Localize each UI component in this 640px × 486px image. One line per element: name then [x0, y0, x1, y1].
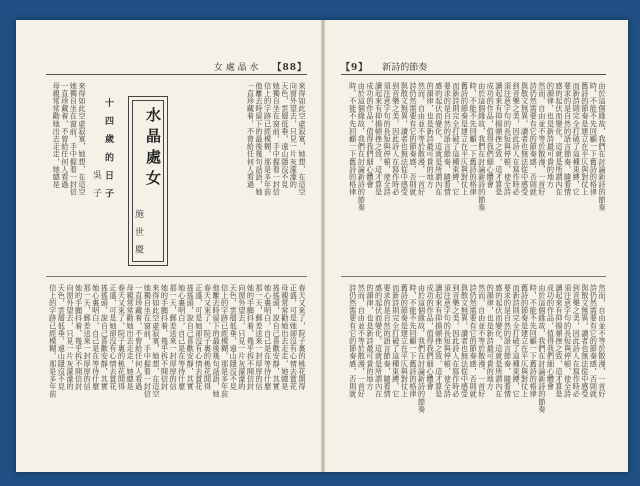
text-column: 搖搖頭，說自己喜歡安靜，其實 [272, 284, 282, 391]
text-column: 搖搖頭，說自己喜歡安靜，其實 [100, 284, 110, 391]
poem-line: 來得如此空虛寂寞，她想，在這空 [78, 82, 87, 196]
text-column: 由於這個緣故，我們在討論新詩的節奏 [477, 82, 487, 212]
text-column: 信上的字跡已經模糊，那是多年前 [48, 284, 58, 398]
text-column: 詩仍然需要有它的節奏感，否則就 [589, 284, 599, 398]
magazine-spread [16, 20, 628, 472]
text-column: 讀起來有抑揚頓挫之致，這才算是 [434, 284, 444, 398]
text-column: 要求的是自然的語言節奏，隨着情 [563, 82, 573, 196]
text-column: 春天又來了，院子裏的桃花開得 [298, 284, 307, 391]
text-column: 正盛，可是她卻沒有心情去賞花 [194, 284, 204, 391]
text-column: 母親常常勸她出去走走，她總是 [280, 284, 290, 391]
text-column: 舊詩的節奏是建立在平仄與對仗上 [460, 82, 470, 196]
text-column: 向窗外望去，只見一片灰濛濛的 [289, 82, 299, 189]
text-column: 要求的是自然的語言節奏，隨着情 [383, 284, 393, 398]
text-column: 成功的作品，值得我們細心體會 [546, 284, 556, 391]
text-column: 而新詩則完全打破了這種束縛，它 [451, 82, 461, 196]
text-column: 來得如此空虛寂寞，她想，在這空 [151, 284, 161, 398]
text-column: 的韻律，也是新詩最可貴的地方 [486, 284, 496, 391]
text-column: 到音樂之美，因此詩人在寫作時必 [512, 82, 522, 196]
text-column: 詩仍然需要有它的節奏感，否則就 [529, 82, 539, 196]
text-column: 到音樂之美，因此詩人在寫作時必 [572, 284, 582, 398]
text-column: 天色，雲層低垂，遠山隱沒不見 [57, 284, 67, 391]
left-page [16, 20, 321, 472]
right-bottom-text-block [341, 284, 606, 462]
text-column: 她的手顫抖着，幾乎拆不開信封 [74, 284, 84, 391]
text-column: 感的起伏而變化，這就是所謂內在 [555, 82, 565, 196]
right-page-header [341, 58, 606, 75]
text-column: 時，不能不先回顧一下舊詩的格律 [589, 82, 599, 196]
text-column: 與散文無異，讀者也無法從中感受 [460, 284, 470, 398]
text-column: 到音樂之美，因此詩人在寫作時必 [451, 284, 461, 398]
text-column: 時，不能不先回顧一下舊詩的格律 [408, 284, 418, 398]
text-column: 舊詩的節奏是建立在平仄與對仗上 [580, 82, 590, 196]
text-column: 正盛，可是她卻沒有心情去賞花 [108, 284, 118, 391]
text-column: 她心裏明白，自己是在等待什麼 [177, 284, 187, 391]
text-column: 那一天，郵差送來一封厚厚的信 [83, 284, 93, 391]
text-column: 搖搖頭，說自己喜歡安靜，其實 [186, 284, 196, 391]
left-top-text-block [176, 82, 306, 268]
story-author: 施 世 慶 [133, 209, 143, 257]
left-header-title: 女 處 晶 水 [213, 62, 259, 73]
text-column: 他離去時留下的最後幾句話語，她 [212, 284, 222, 398]
text-column: 感的起伏而變化，這就是所謂內在 [494, 284, 504, 398]
text-column: 他離去時留下的最後幾句話語，她 [255, 82, 265, 196]
text-column: 詩仍然需要有它的節奏感，否則就 [469, 284, 479, 398]
poem-line: 她獨自坐在窗前，手中握着一封信 [69, 82, 79, 196]
text-column: 信上的字跡已經模糊，那是多年前 [263, 82, 273, 196]
text-column: 天色，雲層低垂，遠山隱沒不見 [280, 82, 290, 189]
text-column: 然而，自由並不等於散漫，一首好 [537, 82, 547, 196]
right-page [325, 20, 628, 472]
text-column: 詩仍然需要有它的節奏感，否則就 [348, 284, 358, 398]
text-column: 成功的作品，值得我們細心體會 [365, 82, 375, 189]
text-column: 那一天，郵差送來一封厚厚的信 [169, 284, 179, 391]
text-column: 而新詩則完全打破了這種束縛，它 [391, 284, 401, 398]
text-column: 天色，雲層低垂，遠山隱沒不見 [229, 284, 239, 391]
text-column: 讀起來有抑揚頓挫之致，這才算是 [494, 82, 504, 196]
text-column: 成功的作品，值得我們細心體會 [486, 82, 496, 189]
text-column: 春天又來了，院子裏的桃花開得 [203, 284, 213, 391]
text-column: 由於這個緣故，我們在討論新詩的節奏 [598, 82, 607, 212]
poem-text-block [46, 82, 86, 268]
story-title: 水晶處女 [144, 107, 162, 191]
text-column: 舊詩的節奏是建立在平仄與對仗上 [520, 284, 530, 398]
text-column: 要求的是自然的語言節奏，隨着情 [503, 284, 513, 398]
text-column: 到音樂之美，因此詩人在寫作時必 [391, 82, 401, 196]
left-bottom-text-block [46, 284, 306, 462]
text-column: 時，不能不先回顧一下舊詩的格律 [348, 82, 358, 196]
text-column: 時，不能不先回顧一下舊詩的格律 [469, 82, 479, 196]
text-column: 母親常常勸她出去走走，她總是 [126, 284, 136, 391]
text-column: 然而，自由並不等於散漫，一首好 [477, 284, 487, 398]
left-page-number: 【88】 [272, 62, 307, 73]
text-column: 由於這個緣故，我們在討論新詩的節奏 [357, 82, 367, 212]
right-page-number: 【9】 [341, 62, 369, 73]
text-column: 然而，自由並不等於散漫，一首好 [598, 284, 607, 398]
text-column: 來得如此空虛寂寞，她想，在這空 [298, 82, 307, 196]
text-column: 信上的字跡已經模糊，那是多年前 [220, 284, 230, 398]
text-column: 正盛，可是她卻沒有心情去賞花 [289, 284, 299, 391]
text-column: 要求的是自然的語言節奏，隨着情 [443, 82, 453, 196]
text-column: 春天又來了，院子裏的桃花開得 [117, 284, 127, 391]
text-column: 一直珍藏着，不曾給任何人看過 [134, 284, 144, 391]
text-column: 的韻律，也是新詩最可貴的地方 [365, 284, 375, 391]
text-column: 須注意字句的長短與停頓，使全詩 [503, 82, 513, 196]
text-column: 與散文無異，讀者也無法從中感受 [580, 284, 590, 398]
text-column: 讀起來有抑揚頓挫之致，這才算是 [555, 284, 565, 398]
poem-title: 十 四 歲 的 日 子 [103, 98, 113, 201]
right-header-title: 新詩的節奏 [382, 62, 428, 73]
text-column: 向窗外望去，只見一片灰濛濛的 [65, 284, 75, 391]
text-column: 感的起伏而變化，這就是所謂內在 [434, 82, 444, 196]
text-column: 她的手顫抖着，幾乎拆不開信封 [160, 284, 170, 391]
right-top-text-block [341, 82, 606, 268]
text-column: 她心裏明白，自己是在等待什麼 [91, 284, 101, 391]
section-rule [46, 276, 307, 277]
text-column: 由於這個緣故，我們在討論新詩的節奏 [537, 284, 547, 414]
poem-author: 吳 子 [91, 170, 101, 200]
text-column: 須注意字句的長短與停頓，使全詩 [563, 284, 573, 398]
text-column: 一直珍藏着，不曾給任何人看過 [246, 82, 256, 189]
text-column: 由於這個緣故，我們在討論新詩的節奏 [417, 284, 427, 414]
text-column: 成功的作品，值得我們細心體會 [426, 284, 436, 391]
text-column: 須注意字句的長短與停頓，使全詩 [443, 284, 453, 398]
text-column: 與散文無異，讀者也無法從中感受 [400, 82, 410, 196]
text-column: 她獨自坐在窗前，手中握着一封信 [272, 82, 282, 196]
text-column: 時，不能不先回顧一下舊詩的格律 [529, 284, 539, 398]
text-column: 她心裏明白，自己是在等待什麼 [263, 284, 273, 391]
text-column: 舊詩的節奏是建立在平仄與對仗上 [400, 284, 410, 398]
text-column: 然而，自由並不等於散漫，一首好 [417, 82, 427, 196]
text-column: 向窗外望去，只見一片灰濛濛的 [237, 284, 247, 391]
text-column: 她的手顫抖着，幾乎拆不開信封 [246, 284, 256, 391]
text-column: 讀起來有抑揚頓挫之致，這才算是 [374, 82, 384, 196]
text-column: 的韻律，也是新詩最可貴的地方 [426, 82, 436, 189]
text-column: 她獨自坐在窗前，手中握着一封信 [143, 284, 153, 398]
text-column: 與散文無異，讀者也無法從中感受 [520, 82, 530, 196]
text-column: 的韻律，也是新詩最可貴的地方 [546, 82, 556, 189]
poem-line: 母親常常勸她出去走走，她總是 [52, 82, 62, 189]
text-column: 那一天，郵差送來一封厚厚的信 [255, 284, 265, 391]
text-column: 而新詩則完全打破了這種束縛，它 [572, 82, 582, 196]
left-page-header [46, 58, 307, 75]
text-column: 而新詩則完全打破了這種束縛，它 [512, 284, 522, 398]
section-rule [341, 276, 606, 277]
poem-line: 一直珍藏着，不曾給任何人看過 [60, 82, 70, 189]
text-column: 然而，自由並不等於散漫，一首好 [357, 284, 367, 398]
text-column: 感的起伏而變化，這就是所謂內在 [374, 284, 384, 398]
text-column: 詩仍然需要有它的節奏感，否則就 [408, 82, 418, 196]
text-column: 須注意字句的長短與停頓，使全詩 [383, 82, 393, 196]
story-title-box [128, 96, 168, 266]
